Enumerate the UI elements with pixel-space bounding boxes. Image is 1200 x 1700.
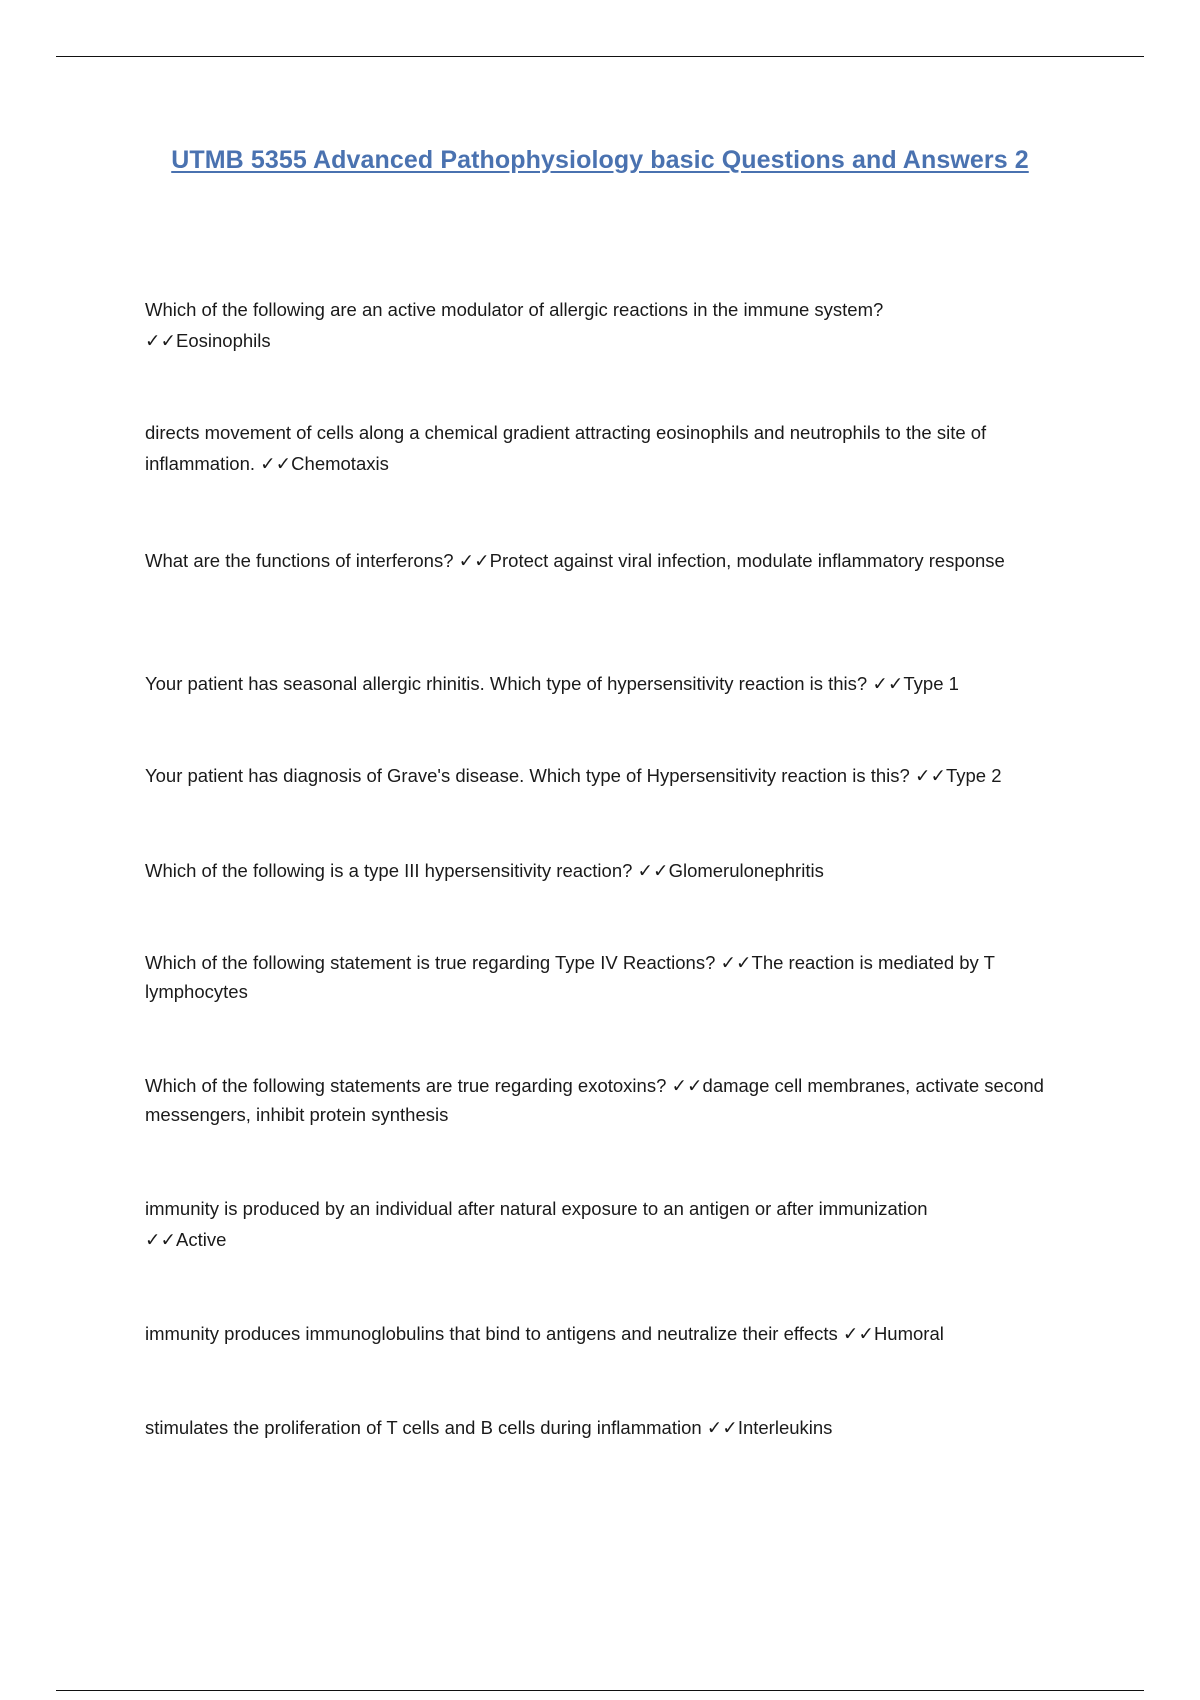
qa-item-3 — [145, 546, 1090, 575]
answer-text: The reaction is mediated by T lymphocytes — [145, 952, 995, 1002]
qa-item-4 — [145, 668, 1090, 699]
top-rule — [56, 56, 1144, 57]
check-mark: ✓✓ — [914, 765, 946, 786]
check-mark: ✓✓ — [671, 1075, 703, 1096]
check-mark: ✓✓ — [260, 453, 292, 474]
check-mark: ✓✓ — [145, 1229, 177, 1250]
question-text: Which of the following is a type III hypersensitivity reaction? — [145, 860, 633, 881]
question-text: Which of the following statements are true regarding exotoxins? — [145, 1075, 667, 1096]
answer-text: Protect against viral infection, modulate inflammatory response — [489, 550, 1005, 571]
answer-text: Type 1 — [903, 673, 959, 694]
qa-item-7 — [145, 948, 1090, 1006]
qa-item-5 — [145, 760, 1090, 791]
check-mark: ✓✓ — [720, 952, 752, 973]
bottom-rule — [56, 1690, 1144, 1691]
answer-text: Type 2 — [945, 765, 1002, 786]
check-mark: ✓✓ — [842, 1323, 874, 1344]
qa-item-6 — [145, 855, 1090, 886]
answer-text: Humoral — [873, 1323, 944, 1344]
check-mark: ✓✓ — [145, 330, 177, 351]
check-mark: ✓✓ — [637, 860, 669, 881]
question-text: What are the functions of interferons? — [145, 550, 454, 571]
qa-item-9 — [145, 1193, 1090, 1255]
question-text: Your patient has diagnosis of Grave's disease. Which type of Hypersensitivity reaction is this? — [145, 765, 910, 786]
qa-item-2 — [145, 417, 1090, 479]
question-text: Which of the following are an active modulator of allergic reactions in the immune system? — [145, 299, 884, 320]
check-mark: ✓✓ — [706, 1417, 738, 1438]
qa-item-11 — [145, 1412, 1090, 1443]
check-mark: ✓✓ — [872, 673, 904, 694]
question-text: Which of the following statement is true regarding Type IV Reactions? — [145, 952, 716, 973]
question-text: immunity is produced by an individual after natural exposure to an antigen or after immunization — [145, 1198, 928, 1219]
answer-text: Interleukins — [737, 1417, 833, 1438]
question-text: stimulates the proliferation of T cells and B cells during inflammation — [145, 1417, 702, 1438]
answer-text: Active — [176, 1229, 227, 1250]
qa-item-10 — [145, 1318, 1090, 1349]
qa-item-1 — [145, 294, 1090, 356]
answer-text: damage cell membranes, activate second messengers, inhibit protein synthesis — [145, 1075, 1044, 1125]
question-text: directs movement of cells along a chemical gradient attracting eosinophils and neutrophils to the site of inflammation. — [145, 422, 987, 474]
check-mark: ✓✓ — [458, 550, 490, 571]
page-title[interactable]: UTMB 5355 Advanced Pathophysiology basic Questions and Answers 2 — [171, 146, 1029, 174]
qa-item-8 — [145, 1071, 1090, 1129]
answer-text: Eosinophils — [176, 330, 271, 351]
question-text: immunity produces immunoglobulins that bind to antigens and neutralize their effects — [145, 1323, 838, 1344]
answer-text: Chemotaxis — [291, 453, 389, 474]
question-text: Your patient has seasonal allergic rhinitis. Which type of hypersensitivity reaction is this? — [145, 673, 868, 694]
answer-text: Glomerulonephritis — [668, 860, 824, 881]
